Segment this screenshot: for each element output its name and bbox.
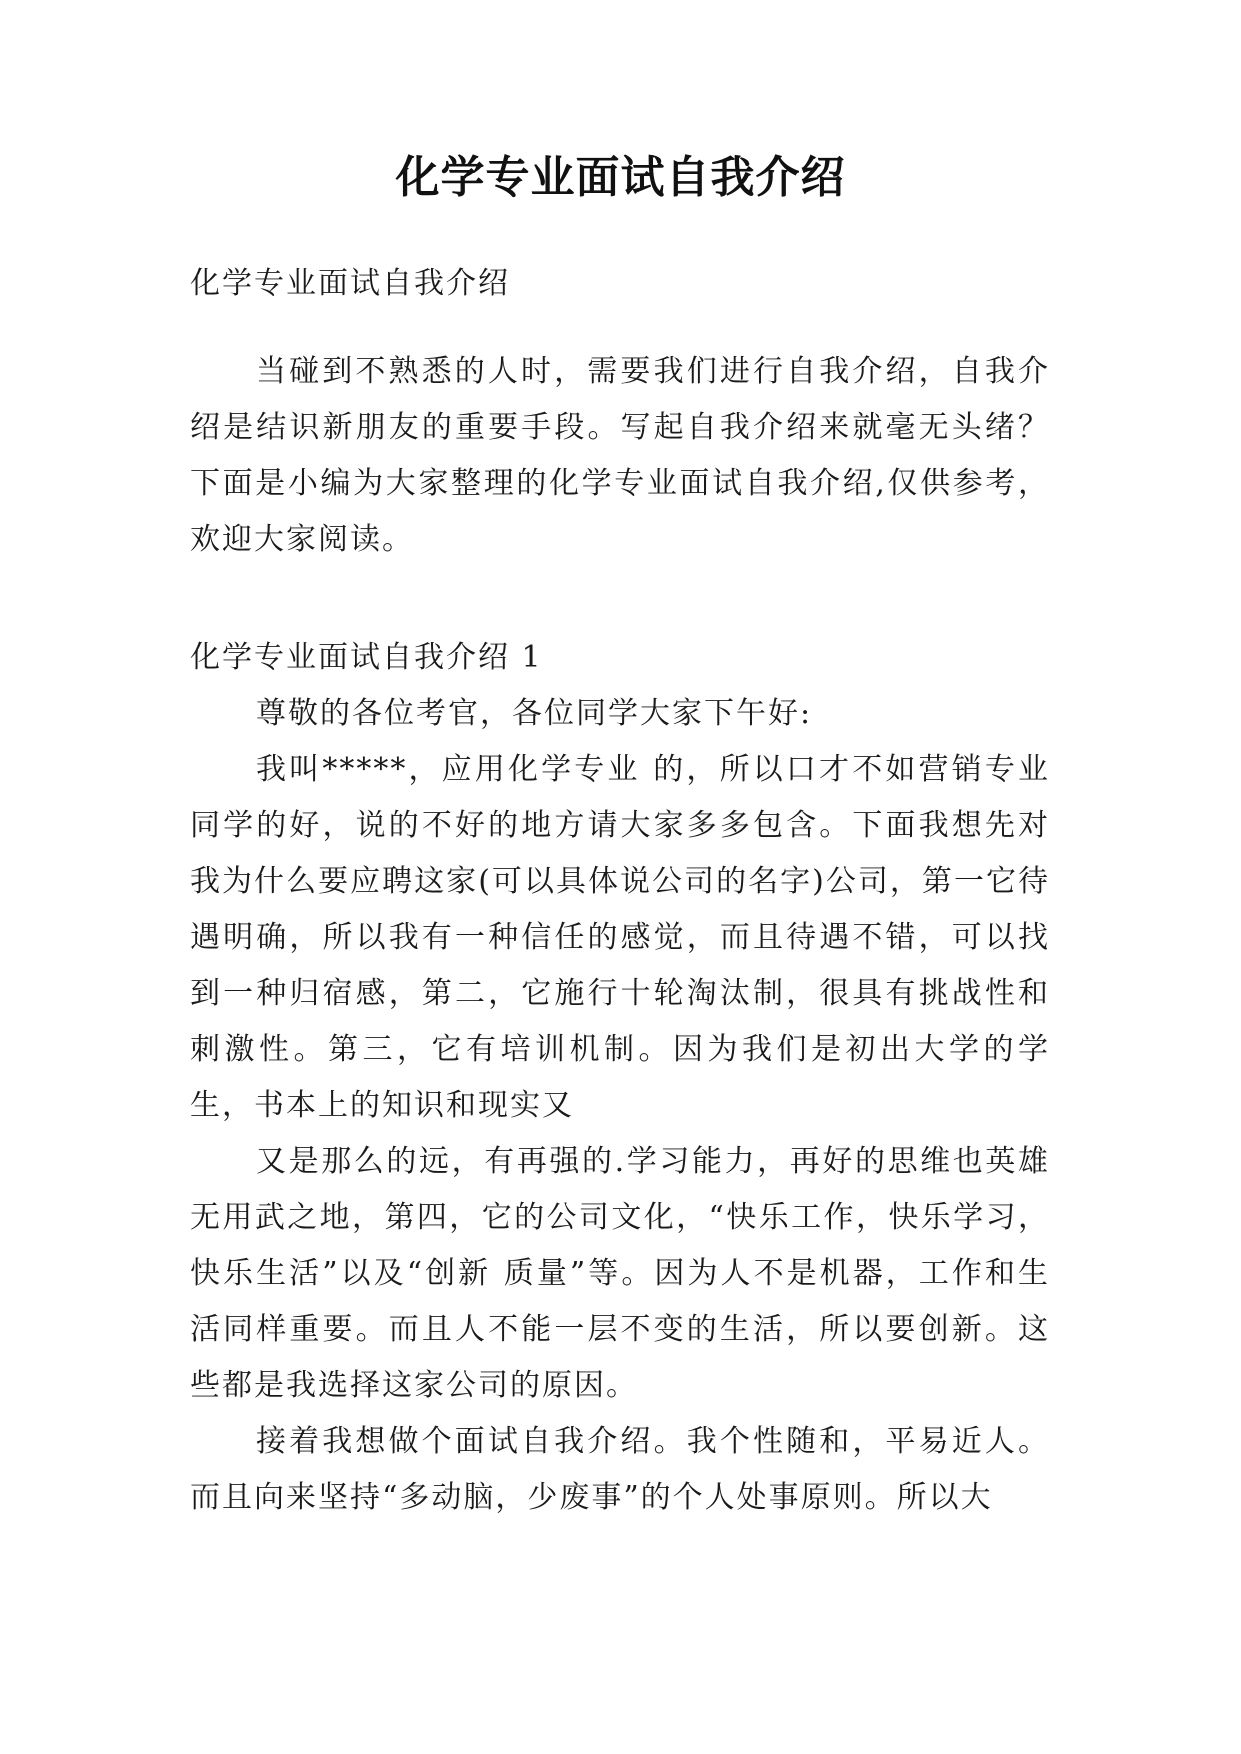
intro-paragraph: 当碰到不熟悉的人时，需要我们进行自我介绍，自我介绍是结识新朋友的重要手段。写起自我介绍来就毫无头绪？下面是小编为大家整理的化学专业面试自我介绍,仅供参考，欢迎大家阅读。 <box>190 354 1050 557</box>
intro-section <box>190 344 1050 568</box>
document-title: 化学专业面试自我介绍 <box>395 152 846 203</box>
section1-heading: 化学专业面试自我介绍 1 <box>190 640 543 675</box>
section1-paragraph: 我叫*****，应用化学专业 的，所以口才不如营销专业同学的好，说的不好的地方请大家多多包含。下面我想先对我为什么要应聘这家(可以具体说公司的名字)公司，第一它待遇明确，所以我有一种信任的感觉，而且待遇不错，可以找到一种归宿感，第二，它施行十轮淘汰制，很具有挑战性和刺激性。第三，它有培训机制。因为我们是初出大学的学生，书本上的知识和现实又 <box>190 752 1050 1123</box>
section1-paragraph: 接着我想做个面试自我介绍。我个性随和，平易近人。而且向来坚持“多动脑，少废事”的个人处事原则。所以大 <box>190 1424 1050 1515</box>
document-subtitle: 化学专业面试自我介绍 <box>190 266 510 301</box>
section1-body <box>190 686 1050 1526</box>
section1-paragraph: 又是那么的远，有再强的.学习能力，再好的思维也英雄无用武之地，第四，它的公司文化，“快乐工作，快乐学习，快乐生活”以及“创新 质量”等。因为人不是机器，工作和生活同样重要。而且人不能一层不变的生活，所以要创新。这些都是我选择这家公司的原因。 <box>190 1144 1050 1403</box>
section1-greeting: 尊敬的各位考官，各位同学大家下午好: <box>256 696 813 731</box>
